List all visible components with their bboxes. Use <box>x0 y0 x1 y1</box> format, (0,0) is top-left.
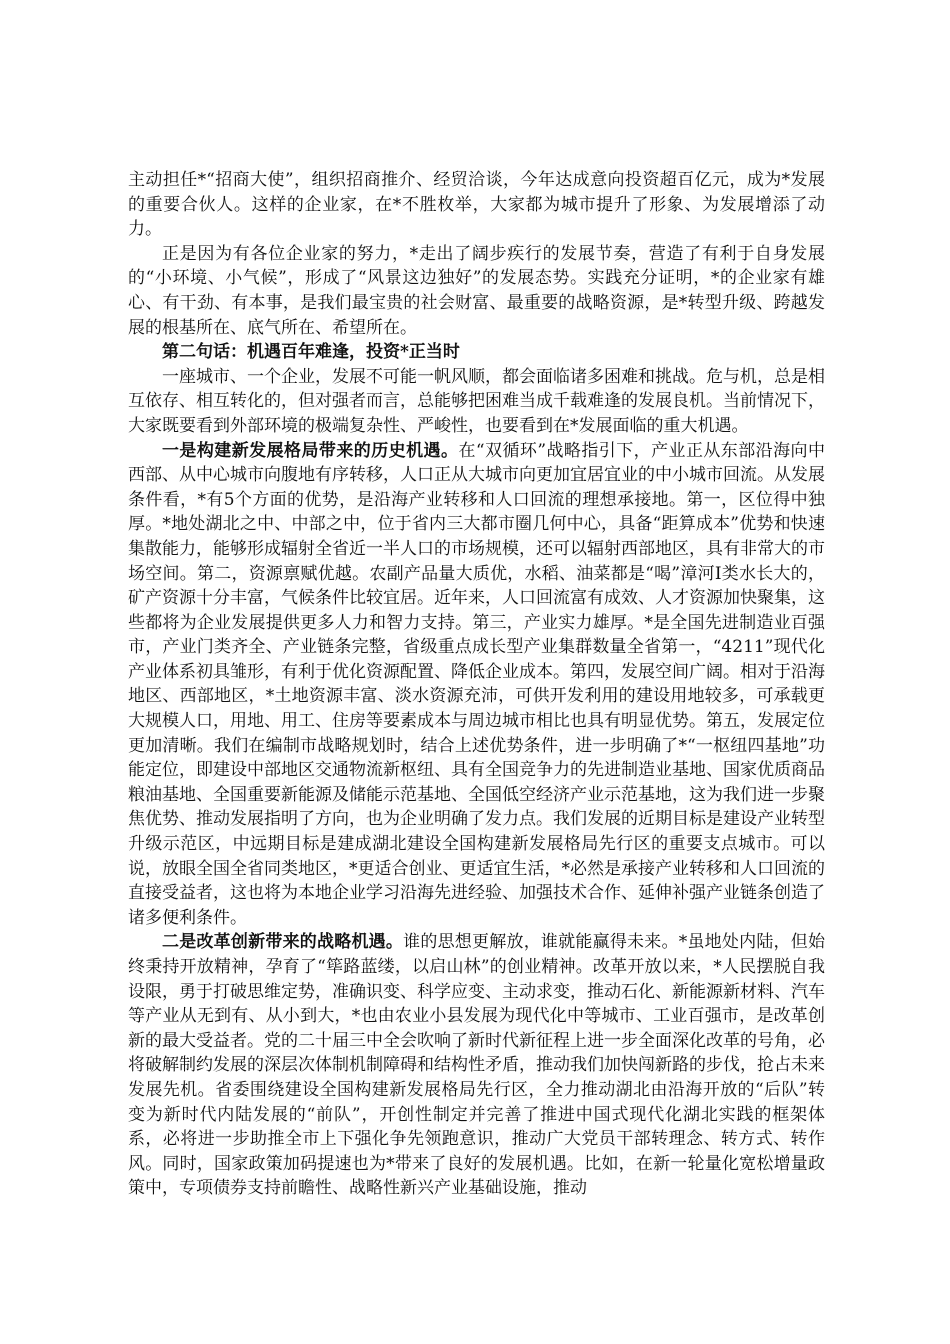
paragraph-lead: 一是构建新发展格局带来的历史机遇。 <box>162 440 459 461</box>
paragraph-opportunity-intro: 一座城市、一个企业，发展不可能一帆风顺，都会面临诸多困难和挑战。危与机，总是相互依存、相互转化的，但对强者而言，总能够把困难当成千载难逢的发展良机。当前情况下，大家既要看到外部环境的极端复杂性、严峻性，也要看到在*发展面临的重大机遇。 <box>128 366 825 436</box>
section-heading-second: 第二句话：机遇百年难逢，投资*正当时 <box>162 342 460 363</box>
paragraph-continued: 主动担任*“招商大使”，组织招商推介、经贸洽谈，今年达成意向投资超百亿元，成为*发展的重要合伙人。这样的企业家，在*不胜枚举，大家都为城市提升了形象、为发展增添了动力。 <box>128 170 825 240</box>
paragraph-opportunity-one <box>128 439 825 931</box>
paragraph-lead: 二是改革创新带来的战略机遇。 <box>162 932 404 953</box>
paragraph-body: 谁的思想更解放，谁就能赢得未来。*虽地处内陆，但始终秉持开放精神，孕育了“筚路蓝缕，以启山林”的创业精神。改革开放以来，*人民摆脱自我设限，勇于打破思维定势，准确识变、科学应变、主动求变，推动石化、新能源新材料、汽车等产业从无到有、从小到大，*也由农业小县发展为现代化中等城市、工业百强市，是改革创新的最大受益者。党的二十届三中全会吹响了新时代新征程上进一步全面深化改革的号角，必将破解制约发展的深层次体制机制障碍和结构性矛盾，推动我们加快闯新路的步伐，抢占未来发展先机。省委围绕建设全国构建新发展格局先行区，全力推动湖北由沿海开放的“后队”转变为新时代内陆发展的“前队”，开创性制定并完善了推进中国式现代化湖北实践的框架体系，必将进一步助推全市上下强化争先领跑意识，推动广大党员干部转理念、转方式、转作风。同时，国家政策加码提速也为*带来了良好的发展机遇。比如，在新一轮量化宽松增量政策中，专项债券支持前瞻性、战略性新兴产业基础设施，推动 <box>128 932 826 1199</box>
paragraph-opportunity-two <box>128 930 825 1201</box>
document-page <box>128 168 825 1201</box>
paragraph-body: 在“双循环”战略指引下，产业正从东部沿海向中西部、从中心城市向腹地有序转移，人口正从大城市向更加宜居宜业的中小城市回流。从发展条件看，*有5个方面的优势，是沿海产业转移和人口回流的理想承接地。第一，区位得中独厚。*地处湖北之中、中部之中，位于省内三大都市圈几何中心，具备“距算成本”优势和快速集散能力，能够形成辐射全省近一半人口的市场规模，还可以辐射西部地区，具有非常大的市场空间。第二，资源禀赋优越。农副产品量大质优，水稻、油菜都是“喝”漳河Ⅰ类水长大的，矿产资源十分丰富，气候条件比较宜居。近年来，人口回流富有成效、人才资源加快聚集，这些都将为企业发展提供更多人力和智力支持。第三，产业实力雄厚。*是全国先进制造业百强市，产业门类齐全、产业链条完整，省级重点成长型产业集群数量全省第一，“4211”现代化产业体系初具雏形，有利于优化资源配置、降低企业成本。第四，发展空间广阔。相对于沿海地区、西部地区，*土地资源丰富、淡水资源充沛，可供开发利用的建设用地较多，可承载更大规模人口，用地、用工、住房等要素成本与周边城市相比也具有明显优势。第五，发展定位更加清晰。我们在编制市战略规划时，结合上述优势条件，进一步明确了*“一枢纽四基地”功能定位，即建设中部地区交通物流新枢纽、具有全国竞争力的先进制造业基地、国家优质商品粮油基地、全国重要新能源及储能示范基地、全国低空经济产业示范基地，这为我们进一步聚焦优势、推动发展指明了方向，也为企业明确了发力点。我们发展的近期目标是建设产业转型升级示范区，中远期目标是建成湖北建设全国构建新发展格局先行区的重要支点城市。可以说，放眼全国全省同类地区，*更适合创业、更适宜生活，*必然是承接产业转移和人口回流的直接受益者，这也将为本地企业学习沿海先进经验、加强技术合作、延伸补强产业链条创造了诸多便利条件。 <box>128 440 825 928</box>
paragraph-entrepreneur-effort: 正是因为有各位企业家的努力，*走出了阔步疾行的发展节奏，营造了有利于自身发展的“小环境、小气候”，形成了“风景这边独好”的发展态势。实践充分证明，*的企业家有雄心、有干劲、有本事，是我们最宝贵的社会财富、最重要的战略资源，是*转型升级、跨越发展的根基所在、底气所在、希望所在。 <box>128 243 825 338</box>
